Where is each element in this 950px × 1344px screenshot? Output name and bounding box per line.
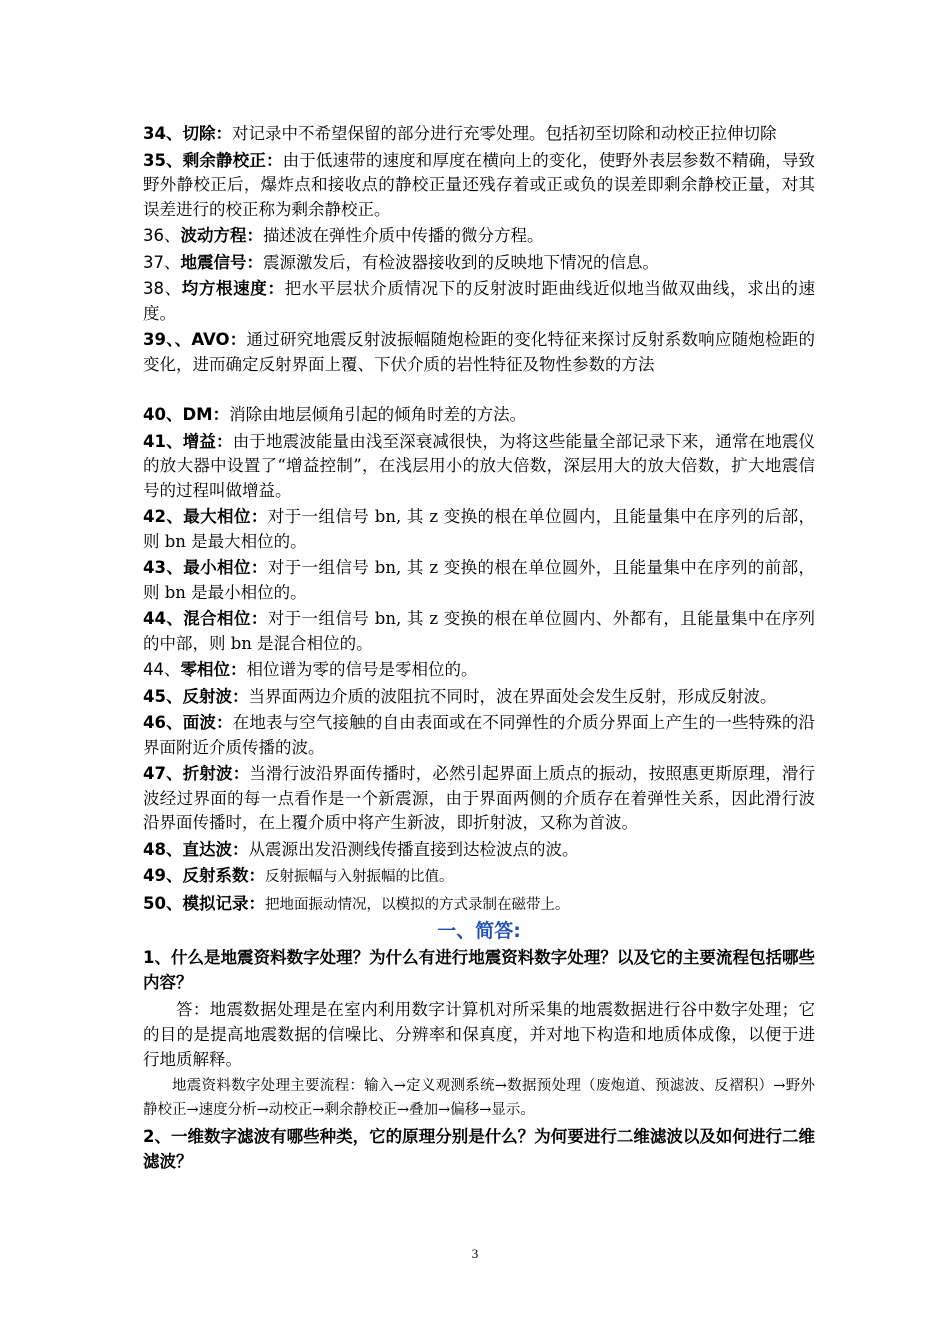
entry-term: 增益 [182, 431, 217, 451]
entry-text: 当滑行波沿界面传播时，必然引起界面上质点的振动，按照惠更斯原理，滑行波经过界面的每一点看作是一个新震源，由于界面两侧的介质存在着弹性关系，因此滑行波沿界面传播时，在上覆介质中将产生新波，即折射波，又称为首波。 [143, 764, 816, 832]
definition-entry-38 [143, 277, 815, 326]
entry-text: 对于一组信号 bn, 其 z 变换的根在单位圆内、外都有，且能量集中在序列的中部，则 bn 是混合相位的。 [143, 609, 816, 653]
definition-entry-45 [143, 685, 815, 710]
entry-separator: ： [250, 558, 268, 577]
entry-separator: ： [231, 686, 249, 706]
entry-separator: ： [265, 150, 283, 170]
entry-term: 反射波 [182, 686, 232, 706]
entry-term: 反射系数 [182, 866, 249, 885]
processing-flow: 地震资料数字处理主要流程：输入→定义观测系统→数据预处理（废炮道、预滤波、反褶积）→野外静校正→速度分析→动校正→剩余静校正→叠加→偏移→显示。 [143, 1078, 815, 1118]
entry-term: 零相位 [180, 660, 230, 679]
definition-entry-37 [143, 251, 815, 276]
entry-separator: ： [267, 279, 285, 298]
definition-entry-47 [143, 762, 815, 836]
entry-text: 描述波在弹性介质中传播的微分方程。 [263, 226, 544, 245]
entry-separator: ： [246, 252, 263, 272]
entry-separator: ： [250, 609, 268, 628]
page-content [143, 122, 815, 1176]
definition-entry-48 [143, 838, 815, 863]
definition-entry-40 [143, 403, 815, 428]
entry-number: 40、 [143, 405, 183, 424]
entry-number: 44、 [143, 660, 181, 679]
entry-separator: ： [248, 866, 265, 885]
paragraph-gap [143, 379, 815, 403]
entry-number: 45、 [143, 686, 183, 706]
entry-separator: ： [216, 431, 233, 451]
entry-number: 35、 [143, 150, 183, 170]
entry-number: 43、 [143, 558, 184, 577]
definition-entry-42 [143, 505, 815, 554]
definition-entry-35 [143, 149, 815, 223]
entry-text: 通过研究地震反射波振幅随炮检距的变化特征来探讨反射系数响应随炮检距的变化，进而确定反射界面上覆、下伏介质的岩性特征及物性参数的方法 [143, 330, 816, 374]
entry-term: AVO [191, 330, 230, 349]
entry-text: 当界面两边介质的波阻抗不同时，波在界面处会发生反射，形成反射波。 [248, 686, 777, 706]
entry-term: 混合相位 [183, 609, 251, 628]
entry-separator: ： [248, 893, 265, 913]
definition-entry-43 [143, 556, 815, 605]
entry-separator: ： [231, 839, 249, 859]
entry-number: 34、 [143, 124, 183, 143]
answer-1: 答：地震数据处理是在室内利用数字计算机对所采集的地震数据进行谷中数字处理；它的目的是提高地震数据的信噪比、分辨率和保真度，并对地下构造和地质体成像，以便于进行地质解释。 [143, 1000, 815, 1069]
definition-entry-34 [143, 122, 815, 147]
entry-number: 44、 [143, 609, 184, 628]
entry-text: 对于一组信号 bn, 其 z 变换的根在单位圆内，且能量集中在序列的后部，则 bn 是最大相位的。 [143, 507, 816, 551]
entry-separator: ： [229, 330, 247, 349]
entry-term: 模拟记录 [182, 893, 249, 913]
entry-text: 相位谱为零的信号是零相位的。 [246, 660, 478, 679]
entry-term: 地震信号 [180, 252, 247, 272]
entry-number: 41、 [143, 431, 183, 451]
entry-text: 在地表与空气接触的自由表面或在不同弹性的介质分界面上产生的一些特殊的沿界面附近介质传播的波。 [143, 713, 816, 757]
entry-separator: ： [216, 713, 233, 732]
entry-text: 反射振幅与入射振幅的比值。 [264, 869, 454, 885]
entry-separator: ： [215, 124, 232, 143]
entry-term: 面波 [182, 713, 217, 732]
question-2: 2、一维数字滤波有哪些种类，它的原理分别是什么？为何要进行二维滤波以及如何进行二维滤波？ [143, 1127, 815, 1171]
entry-number: 46、 [143, 713, 183, 732]
entry-term: 最大相位 [183, 507, 251, 526]
entry-text: 从震源出发沿测线传播直接到达检波点的波。 [248, 839, 579, 859]
entry-text: 把水平层状介质情况下的反射波时距曲线近似地当做双曲线，求出的速度。 [143, 279, 816, 323]
entry-text: 把地面振动情况，以模拟的方式录制在磁带上。 [264, 896, 570, 913]
entry-term: 直达波 [182, 839, 232, 859]
entry-separator: ： [212, 405, 230, 424]
entry-term: DM [182, 405, 213, 424]
entry-term: 剩余静校正 [182, 150, 266, 170]
entry-number: 42、 [143, 507, 184, 526]
entry-number: 38、 [143, 279, 182, 298]
entry-term: 波动方程 [180, 226, 247, 245]
entry-separator: ： [246, 226, 263, 245]
entry-number: 50、 [143, 893, 183, 913]
entry-text: 消除由地层倾角引起的倾角时差的方法。 [229, 405, 527, 424]
entry-text: 对于一组信号 bn, 其 z 变换的根在单位圆外，且能量集中在序列的前部，则 bn 是最小相位的。 [143, 558, 816, 602]
question-1: 1、什么是地震资料数字处理？为什么有进行地震资料数字处理？以及它的主要流程包括哪些内容？ [143, 948, 815, 992]
entry-number: 48、 [143, 839, 183, 859]
definition-entry-49 [143, 864, 815, 890]
section-heading: 一、简答: [437, 920, 521, 942]
definition-entry-39 [143, 328, 815, 377]
definition-entry-46 [143, 711, 815, 760]
entry-number: 39、、 [143, 330, 192, 349]
entry-number: 49、 [143, 866, 183, 885]
definition-entry-41 [143, 430, 815, 504]
entry-number: 36、 [143, 226, 181, 245]
entry-number: 37、 [143, 252, 181, 272]
entry-term: 折射波 [182, 764, 233, 783]
entry-separator: ： [232, 764, 250, 783]
entry-text: 对记录中不希望保留的部分进行充零处理。包括初至切除和动校正拉伸切除 [231, 124, 777, 143]
definition-entry-36 [143, 224, 815, 249]
definition-entry-50 [143, 892, 815, 918]
definition-entry-44a [143, 607, 815, 656]
entry-text: 由于低速带的速度和厚度在横向上的变化，使野外表层参数不精确，导致野外静校正后，爆炸点和接收点的静校正量还残存着或正或负的误差即剩余静校正量，对其误差进行的校正称为剩余静校正。 [143, 150, 816, 219]
entry-separator: ： [230, 660, 247, 679]
entry-term: 最小相位 [183, 558, 251, 577]
entry-number: 47、 [143, 764, 183, 783]
entry-term: 切除 [182, 124, 216, 143]
entry-term: 均方根速度 [181, 279, 268, 298]
page-number: 3 [471, 1246, 479, 1261]
entry-separator: ： [250, 507, 268, 526]
entry-text: 由于地震波能量由浅至深衰减很快，为将这些能量全部记录下来，通常在地震仪的放大器中设置了“增益控制”，在浅层用小的放大倍数，深层用大的放大倍数，扩大地震信号的过程叫做增益。 [143, 431, 816, 500]
entry-text: 震源激发后，有检波器接收到的反映地下情况的信息。 [263, 252, 659, 272]
definition-entry-44b [143, 658, 815, 683]
